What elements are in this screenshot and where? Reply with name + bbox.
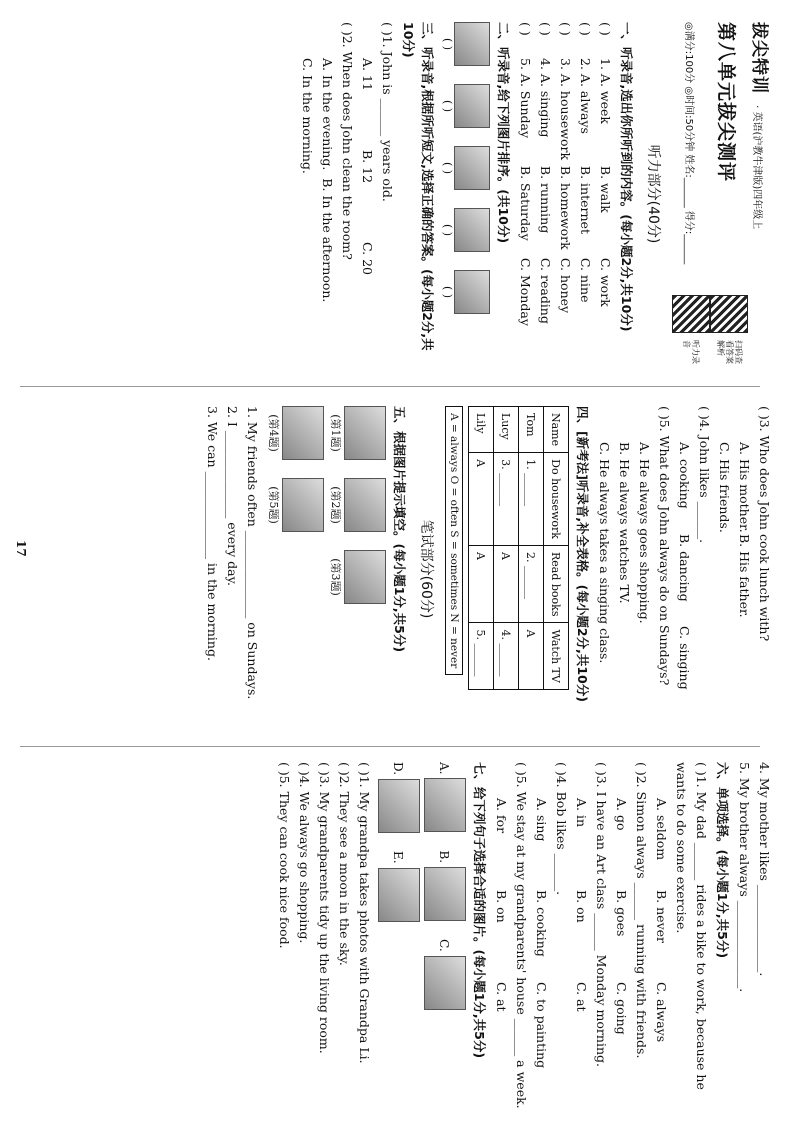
- option-c: C. Monday: [518, 257, 533, 326]
- question: ( )4. Bob likes ______.: [554, 762, 569, 896]
- table-header-row: [544, 407, 569, 690]
- list-item: [595, 22, 615, 366]
- option-a: A. week: [598, 73, 613, 124]
- written-part-title: 笔试部分(60分): [418, 519, 434, 619]
- option-c: C. at: [574, 982, 589, 1012]
- options: [531, 762, 551, 1120]
- option-b: B. homework: [558, 165, 573, 250]
- activity-picture: [282, 478, 324, 532]
- option-c: C. going: [614, 982, 629, 1035]
- answer-paren[interactable]: ( ): [578, 22, 593, 36]
- activity-picture: [454, 208, 490, 252]
- question: ( )1. John is ______ years old.: [380, 22, 395, 202]
- table-cell: Lucy: [494, 407, 519, 453]
- activity-picture: [424, 867, 466, 921]
- option-b: B. on: [574, 890, 589, 923]
- activity-picture: [454, 146, 490, 190]
- table-row: [519, 407, 544, 690]
- answer-paren[interactable]: ( ): [441, 99, 454, 113]
- column-right: [0, 750, 800, 1130]
- table-cell: A: [469, 545, 494, 623]
- picture-label: A.: [437, 762, 452, 775]
- list-item: [535, 22, 555, 366]
- fill-item: 4. My mother likes ______________.: [757, 762, 772, 977]
- options: [651, 762, 671, 1120]
- section-7-title: 七、给下列句子选择合适的图片。(每小题1分,共5分): [472, 762, 487, 1059]
- picture-label: D.: [391, 762, 406, 776]
- qr-label: 听力录音: [682, 340, 700, 364]
- activity-picture: [344, 406, 386, 460]
- qr-block-1: [711, 295, 749, 366]
- section-5-pictures-bottom: [266, 406, 324, 732]
- option-a: A. for: [494, 798, 509, 834]
- section-3-title: 三、听录音,根据所听短文,选择正确的答案。(每小题2分,共10分): [401, 22, 435, 351]
- item-number: 5.: [518, 58, 533, 70]
- exam-meta: ◎满分:100分 ◎时间:50分钟 姓名:______ 得分:______: [683, 22, 695, 265]
- option-a: A. singing: [538, 73, 553, 138]
- section-6-title: 六、单项选择。(每小题1分,共5分): [715, 762, 730, 959]
- question: ( )5. We stay at my grandparents' house ______ a week.: [514, 762, 529, 1109]
- options: [491, 762, 511, 1120]
- picture-label: E.: [391, 851, 406, 864]
- question: ( )1. My dad ______ rides a bike to work, because he wants to do some exercise.: [674, 762, 709, 1090]
- picture-label: (第5题): [267, 486, 280, 524]
- option-b: B. internet: [578, 165, 593, 234]
- activity-picture: [378, 779, 420, 833]
- question: ( )5. What does John always do on Sundays?: [657, 406, 672, 686]
- page-title: 第八单元拔尖测评: [715, 22, 737, 183]
- question: ( )3. Who does John cook lunch with?: [757, 406, 772, 642]
- table-cell: Tom: [519, 407, 544, 453]
- options: [571, 762, 591, 1120]
- section-2-pictures: [441, 22, 490, 366]
- option-c: C. In the morning.: [300, 58, 315, 174]
- option-c: C. honey: [558, 257, 573, 314]
- table-cell[interactable]: 3. ______: [494, 453, 519, 546]
- table-header: Do housework: [544, 453, 569, 546]
- brand-title: 拔尖特训: [749, 22, 769, 94]
- picture-item: [378, 762, 420, 833]
- option-b: B. His father.: [737, 534, 752, 618]
- answer-paren[interactable]: ( ): [598, 22, 613, 36]
- match-item: ( )1. My grandpa takes photos with Grandpa Li.: [357, 762, 372, 1064]
- table-cell[interactable]: 4. ______: [494, 623, 519, 689]
- fill-item: 2. I ______________ every day.: [225, 406, 240, 586]
- option-c: C. His friends.: [717, 442, 732, 533]
- picture-label: (第4题): [267, 414, 280, 452]
- answer-paren[interactable]: ( ): [441, 285, 454, 299]
- option-b: B. 12: [360, 150, 375, 184]
- options: [714, 406, 734, 732]
- option-c: C. at: [494, 982, 509, 1012]
- answer-paren[interactable]: ( ): [558, 22, 573, 36]
- option-c: C. He always takes a singing class.: [597, 442, 612, 664]
- option-a: A. housework: [558, 73, 573, 161]
- table-cell: A: [469, 453, 494, 546]
- option-a: A. always: [578, 73, 593, 134]
- fill-item: 5. My brother always ______________.: [737, 762, 752, 993]
- option-c: C. work: [598, 257, 613, 307]
- option-b: B. In the afternoon.: [320, 178, 335, 303]
- section-5-title: 五、根据图片提示填空。(每小题1分,共5分): [392, 406, 407, 653]
- activity-picture: [344, 478, 386, 532]
- picture-item: [424, 762, 466, 832]
- option-a: A. go: [614, 798, 629, 831]
- option-a: A. He always goes shopping.: [637, 442, 652, 624]
- qr-code-icon: [672, 295, 710, 333]
- option-c: C. to painting: [534, 982, 549, 1069]
- section-5-pictures-top: [328, 406, 386, 732]
- picture-item: [266, 478, 324, 532]
- answer-paren[interactable]: ( ): [441, 37, 454, 51]
- table-row: [494, 407, 519, 690]
- option-b: B. Saturday: [518, 165, 533, 241]
- option-c: C. singing: [677, 626, 692, 690]
- table-cell[interactable]: 5. ______: [469, 623, 494, 689]
- options: [297, 22, 317, 366]
- list-item: [555, 22, 575, 366]
- column-middle: [0, 392, 800, 742]
- activity-picture: [454, 84, 490, 128]
- option-c: C. 20: [360, 242, 375, 275]
- item-number: 2.: [578, 58, 593, 70]
- activity-picture: [454, 22, 490, 66]
- item-number: 1.: [598, 58, 613, 70]
- picture-item: [378, 851, 420, 922]
- option-a: A. in: [574, 798, 589, 828]
- picture-item: [424, 850, 466, 921]
- option-a: A. sing: [534, 798, 549, 842]
- section-7-pictures-top: [424, 762, 466, 1120]
- options: [317, 22, 337, 366]
- picture-item: [328, 406, 386, 460]
- match-item: ( )4. We always go shopping.: [297, 762, 312, 944]
- activity-picture: [378, 868, 420, 922]
- option-a: A. seldom: [654, 798, 669, 861]
- brand-subtitle: · 英语(沪教牛津版)四年级上: [751, 105, 762, 230]
- qr-code-icon: [711, 295, 749, 333]
- option-a: A. 11: [360, 58, 375, 91]
- table-cell: A: [494, 545, 519, 623]
- picture-label: (第2题): [329, 486, 342, 524]
- table-cell[interactable]: 2. ______: [519, 545, 544, 623]
- picture-item: [266, 406, 324, 460]
- picture-label: (第1题): [329, 414, 342, 452]
- picture-item: [441, 84, 490, 128]
- option-b: B. He always watches TV.: [617, 442, 632, 604]
- options: [734, 406, 754, 732]
- activity-picture: [454, 270, 490, 314]
- list-item: [575, 22, 595, 366]
- match-item: ( )5. They can cook nice food.: [277, 762, 292, 949]
- question: ( )3. I have an Art class ______ Monday morning.: [594, 762, 609, 1067]
- answer-paren[interactable]: ( ): [441, 161, 454, 175]
- section-2-title: 二、听录音,给下列图片排序。(共10分): [496, 22, 511, 244]
- picture-item: [441, 270, 490, 314]
- section-4-title: 四、[新考法]听录音,补全表格。(每小题2分,共10分): [575, 406, 590, 702]
- answer-paren[interactable]: ( ): [538, 22, 553, 36]
- column-divider: [20, 386, 760, 387]
- activity-picture: [282, 406, 324, 460]
- table-header: Name: [544, 407, 569, 453]
- picture-label: C.: [437, 939, 452, 952]
- option-c: C. reading: [538, 257, 553, 324]
- table-row: [469, 407, 494, 690]
- item-number: 4.: [538, 58, 553, 70]
- option-c: C. nine: [578, 257, 593, 303]
- question: ( )2. When does John clean the room?: [340, 22, 355, 260]
- picture-item: [441, 208, 490, 252]
- options: [357, 22, 377, 366]
- picture-item: [441, 22, 490, 66]
- item-number: 3.: [558, 58, 573, 70]
- table-cell: A: [519, 623, 544, 689]
- table-header: Watch TV: [544, 623, 569, 689]
- option-a: A. Sunday: [518, 73, 533, 139]
- option-a: A. In the evening.: [320, 58, 335, 171]
- list-item: [515, 22, 535, 366]
- match-item: ( )3. My grandparents tidy up the living room.: [317, 762, 332, 1054]
- section-1-list: [515, 22, 615, 366]
- option-b: B. on: [494, 890, 509, 923]
- qr-block-2: [672, 295, 710, 366]
- qr-label: 扫码查看答案解析: [716, 340, 743, 364]
- activity-picture: [424, 778, 466, 832]
- table-cell[interactable]: 1. ______: [519, 453, 544, 546]
- match-item: ( )2. They see a moon in the sky.: [337, 762, 352, 966]
- answer-paren[interactable]: ( ): [518, 22, 533, 36]
- picture-item: [328, 550, 386, 604]
- table-header: Read books: [544, 545, 569, 623]
- picture-label: B.: [437, 850, 452, 864]
- activity-picture: [344, 550, 386, 604]
- question: ( )4. John likes ______.: [697, 406, 712, 544]
- page-number: 17: [14, 540, 28, 557]
- picture-item: [328, 478, 386, 532]
- header: [749, 22, 774, 366]
- option-a: A. His mother.: [737, 442, 752, 533]
- option-a: A. cooking: [677, 442, 692, 509]
- option-b: B. running: [538, 165, 553, 234]
- option-b: B. dancing: [677, 534, 692, 602]
- fill-item: 1. My friends often ______________ on Sundays.: [245, 406, 260, 700]
- section-7-pictures-bottom: [378, 762, 420, 1120]
- option-b: B. goes: [614, 890, 629, 937]
- picture-item: [424, 939, 466, 1010]
- fill-item: 3. We can ______________ in the morning.: [205, 406, 220, 661]
- answer-paren[interactable]: ( ): [441, 223, 454, 237]
- question: ( )2. Simon always ______ running with friends.: [634, 762, 649, 1059]
- option-c: C. always: [654, 982, 669, 1043]
- option-b: B. never: [654, 890, 669, 944]
- option-b: B. cooking: [534, 890, 549, 957]
- table-cell: Lily: [469, 407, 494, 453]
- options: [674, 406, 694, 732]
- activity-picture: [424, 956, 466, 1010]
- picture-label: (第3题): [329, 558, 342, 596]
- column-left: [0, 0, 800, 378]
- listening-part-title: 听力部分(40分): [645, 144, 661, 244]
- option-b: B. walk: [598, 165, 613, 213]
- options: [611, 762, 631, 1120]
- housework-table: [468, 406, 569, 690]
- picture-item: [441, 146, 490, 190]
- table-legend: A = always O = often S = sometimes N = never: [445, 406, 463, 675]
- section-1-title: 一、听录音,选出你所听到的内容。(每小题2分,共10分): [619, 22, 634, 332]
- column-divider: [20, 746, 760, 747]
